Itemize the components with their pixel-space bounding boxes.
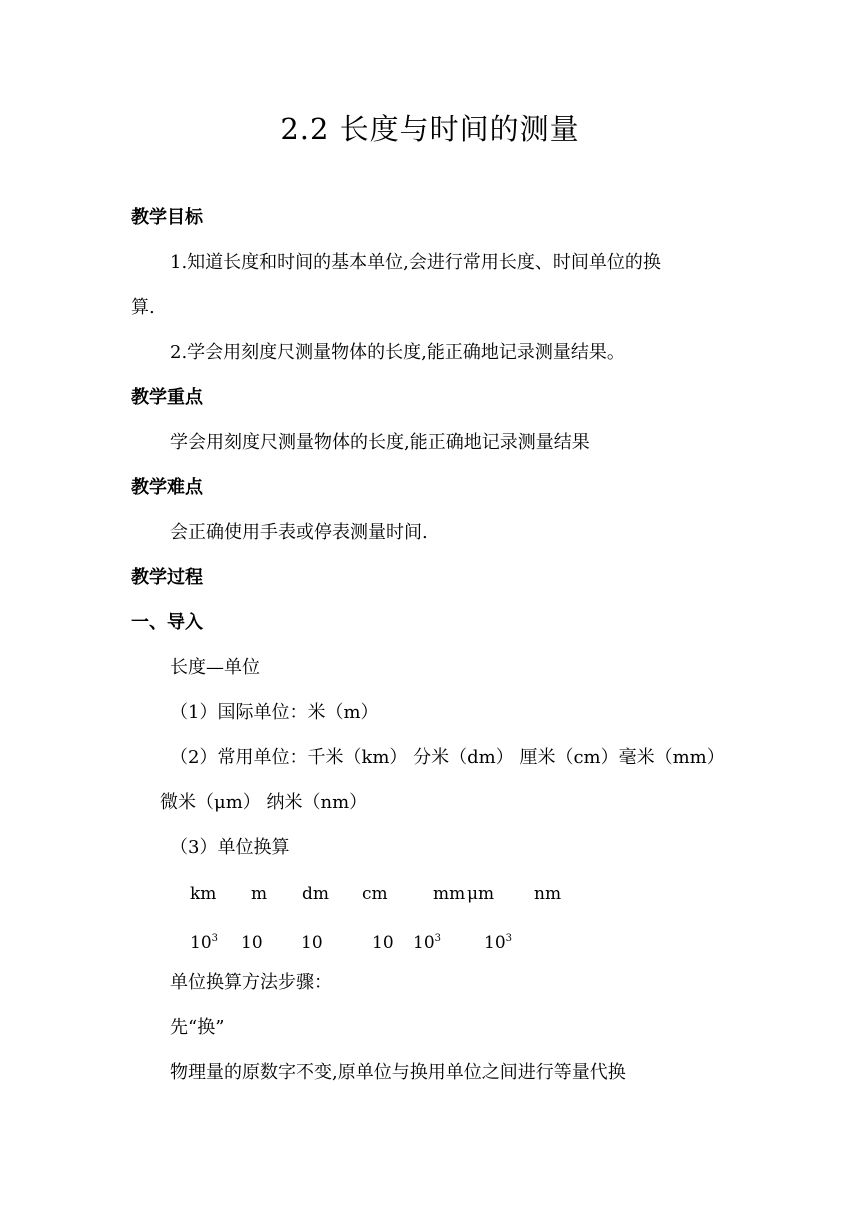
conversion-factor: 10 [301, 933, 323, 953]
conversion-factor: 10 [241, 933, 263, 953]
step-1-label: 先“换” [170, 1017, 225, 1038]
difficulties-heading: 教学难点 [131, 477, 203, 498]
objective-2: 2.学会用刻度尺测量物体的长度,能正确地记录测量结果。 [170, 342, 625, 363]
key-points-text: 学会用刻度尺测量物体的长度,能正确地记录测量结果 [170, 432, 590, 453]
step-1-description: 物理量的原数字不变,原单位与换用单位之间进行等量代换 [170, 1062, 626, 1083]
unit-label: km [190, 884, 217, 904]
length-unit-label: 长度—单位 [170, 657, 260, 678]
method-heading: 单位换算方法步骤： [170, 972, 332, 993]
unit-label: m [251, 884, 268, 904]
unit-label: nm [534, 884, 562, 904]
difficulties-text: 会正确使用手表或停表测量时间. [170, 522, 428, 543]
conversion-factor: $10^3$ [190, 933, 219, 953]
si-unit-item: （1）国际单位：米（m） [170, 702, 379, 723]
section-1-heading: 一、导入 [131, 612, 203, 633]
common-units-line-2: 微米（μm） 纳米（nm） [160, 792, 368, 813]
conversion-item: （3）单位换算 [170, 837, 290, 858]
conversion-factor: 10 [372, 933, 394, 953]
unit-label: μm [467, 884, 495, 904]
unit-label: dm [302, 884, 330, 904]
unit-label: cm [362, 884, 388, 904]
process-heading: 教学过程 [131, 567, 203, 588]
objectives-heading: 教学目标 [131, 207, 203, 228]
key-points-heading: 教学重点 [131, 387, 203, 408]
objective-1-line-1: 1.知道长度和时间的基本单位,会进行常用长度、时间单位的换 [170, 252, 661, 273]
conversion-factor: $10^3$ [413, 933, 442, 953]
unit-label: mm [433, 884, 466, 904]
common-units-line-1: （2）常用单位：千米（km） 分米（dm） 厘米（cm）毫米（mm） [170, 747, 725, 768]
objective-1-line-2: 算. [131, 297, 155, 318]
page-title: 2.2 长度与时间的测量 [280, 112, 580, 146]
conversion-factor: $10^3$ [484, 933, 513, 953]
